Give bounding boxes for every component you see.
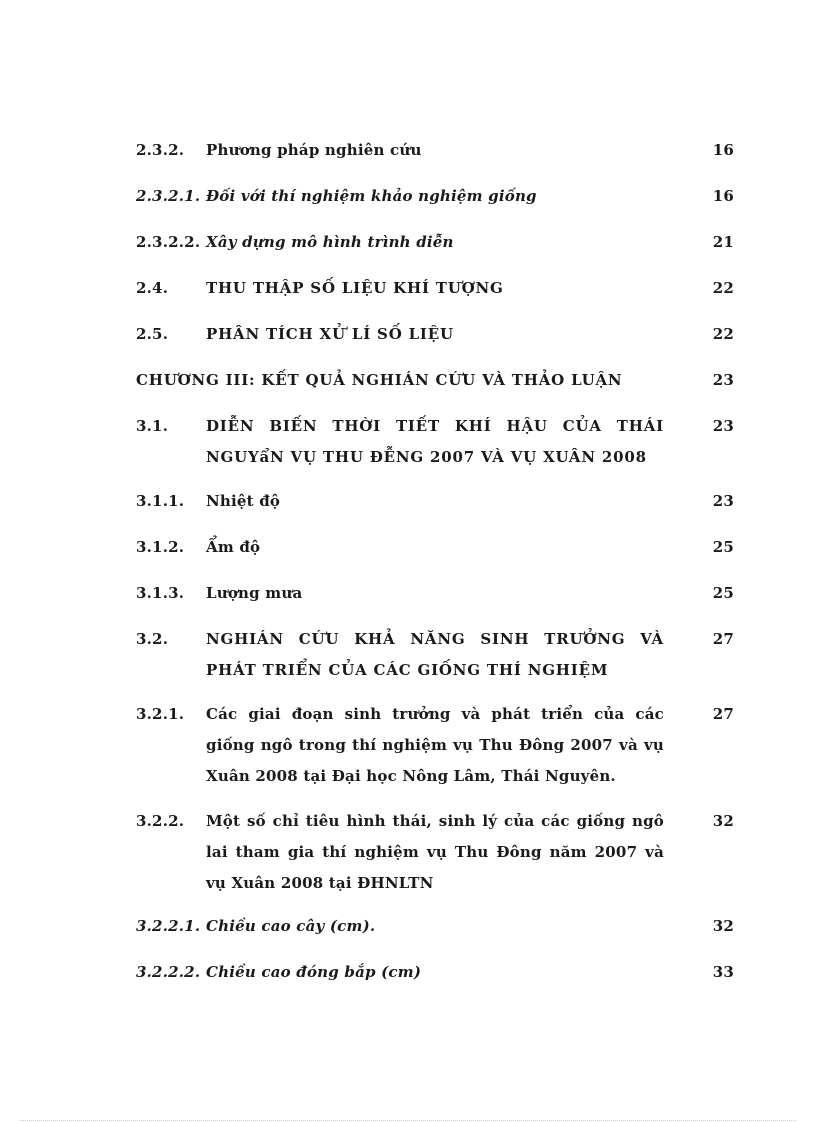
toc-entry xyxy=(136,411,734,473)
toc-entry xyxy=(136,532,734,563)
toc-entry-title: Một số chỉ tiêu hình thái, sinh lý của các giống ngô lai tham gia thí nghiệm vụ Thu Đông năm 2007 và vụ Xuân 2008 tại ĐHNLTN xyxy=(206,812,664,892)
toc-entry-number: 3.2.2. xyxy=(136,812,185,830)
toc-entry xyxy=(136,319,734,350)
toc-entry xyxy=(136,135,734,166)
toc-entry-number: 2.3.2. xyxy=(136,141,185,159)
toc-entry-page: 22 xyxy=(712,279,734,297)
toc-entry-title: Đối với thí nghiệm khảo nghiệm giống xyxy=(206,187,537,205)
toc-entry-number: 3.2. xyxy=(136,630,169,648)
toc-entry-title: Phương pháp nghiên cứu xyxy=(206,141,422,159)
toc-entry-number: 2.3.2.2. xyxy=(136,233,201,251)
toc-entry-page: 16 xyxy=(712,187,734,205)
toc-chapter-entry xyxy=(136,365,734,396)
toc-entry-number: 3.1. xyxy=(136,417,169,435)
toc-entry xyxy=(136,624,734,686)
toc-entry xyxy=(136,181,734,212)
toc-entry-page: 23 xyxy=(712,371,734,389)
toc-entry-title: Chiều cao cây (cm). xyxy=(206,917,376,935)
toc-entry-title: DIỄN BIẾN THỜI TIẾT KHÍ HẬU CỦA THÁI NGUYẩN VỤ THU ĐỄNG 2007 VÀ VỤ XUÂN 2008 xyxy=(206,417,664,466)
toc-entry xyxy=(136,227,734,258)
toc-entry-title: Các giai đoạn sinh trưởng và phát triển của các giống ngô trong thí nghiệm vụ Thu Đông 2007 và vụ Xuân 2008 tại Đại học Nông Lâm, Thái Nguyên. xyxy=(206,705,664,785)
toc-entry-number: 3.2.2.1. xyxy=(136,917,201,935)
toc-entry-page: 33 xyxy=(712,963,734,981)
toc-entry xyxy=(136,699,734,792)
toc-entry-page: 32 xyxy=(712,812,734,830)
toc-entry-page: 25 xyxy=(712,584,734,602)
toc-entry-title: Lượng mưa xyxy=(206,584,303,602)
page-bottom-divider xyxy=(20,1120,796,1121)
toc-entry-number: 2.3.2.1. xyxy=(136,187,201,205)
toc-entry-title: Nhiệt độ xyxy=(206,492,281,510)
toc-entry-title: Ẩm độ xyxy=(206,538,261,556)
toc-entry-page: 16 xyxy=(712,141,734,159)
toc-entry-number: 2.4. xyxy=(136,279,169,297)
toc-entry-page: 21 xyxy=(712,233,734,251)
toc-entry-page: 23 xyxy=(712,492,734,510)
toc-entry xyxy=(136,273,734,304)
toc-entry-page: 25 xyxy=(712,538,734,556)
toc-entry-page: 32 xyxy=(712,917,734,935)
toc-entry-page: 27 xyxy=(712,630,734,648)
toc-entry-page: 23 xyxy=(712,417,734,435)
toc-entry-title: Chiều cao đóng bắp (cm) xyxy=(206,963,422,981)
toc-chapter-title: CHƯƠNG III: KẾT QUẢ NGHIÁN CỨU VÀ THẢO LUẬN xyxy=(136,371,623,389)
toc-entry xyxy=(136,957,734,988)
toc-entry xyxy=(136,911,734,942)
toc-entry-number: 3.1.2. xyxy=(136,538,185,556)
toc-entry-title: THU THẬP SỐ LIỆU KHÍ TƯỢNG xyxy=(206,279,504,297)
toc-entry-title: NGHIÁN CỨU KHẢ NĂNG SINH TRƯỞNG VÀ PHÁT TRIỂN CỦA CÁC GIỐNG THÍ NGHIỆM xyxy=(206,630,664,679)
toc-entry-number: 3.1.1. xyxy=(136,492,185,510)
toc-entry-title: PHÂN TÍCH XỬ LÍ SỐ LIỆU xyxy=(206,325,454,343)
toc-entry-number: 2.5. xyxy=(136,325,169,343)
toc-entry xyxy=(136,486,734,517)
toc-entry xyxy=(136,806,734,899)
toc-entry-number: 3.1.3. xyxy=(136,584,185,602)
toc-entry-number: 3.2.2.2. xyxy=(136,963,201,981)
toc-entry-page: 22 xyxy=(712,325,734,343)
toc-entry-title: Xây dựng mô hình trình diễn xyxy=(206,233,454,251)
toc-entry xyxy=(136,578,734,609)
toc-entry-number: 3.2.1. xyxy=(136,705,185,723)
toc-entry-page: 27 xyxy=(712,705,734,723)
